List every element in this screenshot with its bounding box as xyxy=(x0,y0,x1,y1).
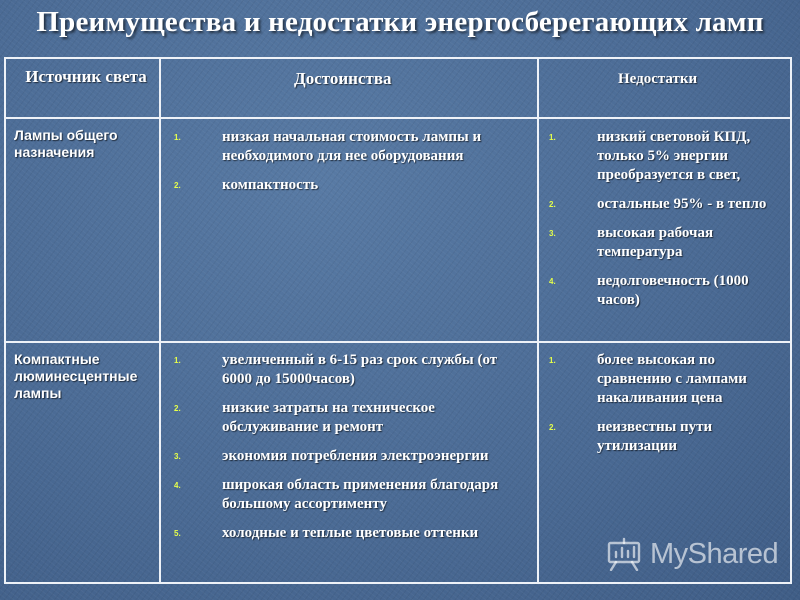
comparison-table xyxy=(4,57,792,584)
list-number: 2. xyxy=(174,404,181,413)
cons-list-general-lamps xyxy=(549,128,781,320)
list-number: 1. xyxy=(549,356,556,365)
cons-list-compact-fluorescent xyxy=(549,351,781,466)
row-label-compact-fluorescent: Компактные люминесцентные лампы xyxy=(14,351,138,401)
list-item: 5. холодные и теплые цветовые оттенки xyxy=(174,525,479,541)
header-source: Источник света xyxy=(25,67,147,86)
list-number: 1. xyxy=(174,356,181,365)
list-item: 3. экономия потребления электроэнергии xyxy=(174,448,489,464)
pros-list-general-lamps xyxy=(174,128,530,205)
list-item: 2. низкие затраты на техническое обслуживание и ремонт xyxy=(174,400,435,435)
list-number: 4. xyxy=(174,481,181,490)
presentation-board-icon xyxy=(606,537,642,571)
list-number: 3. xyxy=(174,452,181,461)
list-number: 2. xyxy=(549,200,556,209)
pros-list-compact-fluorescent xyxy=(174,351,530,553)
list-number: 2. xyxy=(549,423,556,432)
list-item: 1. низкая начальная стоимость лампы и необходимого для нее оборудования xyxy=(174,129,482,164)
list-item: 1. низкий световой КПД, только 5% энергии преобразуется в свет, xyxy=(549,129,751,183)
list-item: 1. увеличенный в 6-15 раз срок службы (от 6000 до 15000часов) xyxy=(174,352,498,387)
column-divider xyxy=(159,59,161,582)
list-item: 2. неизвестны пути утилизации xyxy=(549,419,713,454)
row-divider xyxy=(6,117,790,119)
row-divider xyxy=(6,341,790,343)
list-item: 3. высокая рабочая температура xyxy=(549,225,714,260)
list-number: 5. xyxy=(174,529,181,538)
watermark-text: MyShared xyxy=(650,537,779,570)
row-label-general-lamps: Лампы общего назначения xyxy=(14,127,118,160)
list-item: 2. остальные 95% - в тепло xyxy=(549,196,767,212)
myshared-watermark xyxy=(606,537,778,571)
list-number: 3. xyxy=(549,229,556,238)
list-number: 4. xyxy=(549,277,556,286)
list-number: 2. xyxy=(174,181,181,190)
header-pros: Достоинства xyxy=(294,69,392,88)
list-item: 1. более высокая по сравнению с лампами накаливания цена xyxy=(549,352,747,406)
header-cons: Недостатки xyxy=(618,71,698,87)
list-item: 4. недолговечность (1000 часов) xyxy=(549,273,749,308)
list-number: 1. xyxy=(549,133,556,142)
list-number: 1. xyxy=(174,133,181,142)
list-item: 4. широкая область применения благодаря большому ассортименту xyxy=(174,477,499,512)
slide-title: Преимущества и недостатки энергосберегающих ламп xyxy=(36,6,764,38)
column-divider xyxy=(537,59,539,582)
list-item: 2. компактность xyxy=(174,177,319,193)
